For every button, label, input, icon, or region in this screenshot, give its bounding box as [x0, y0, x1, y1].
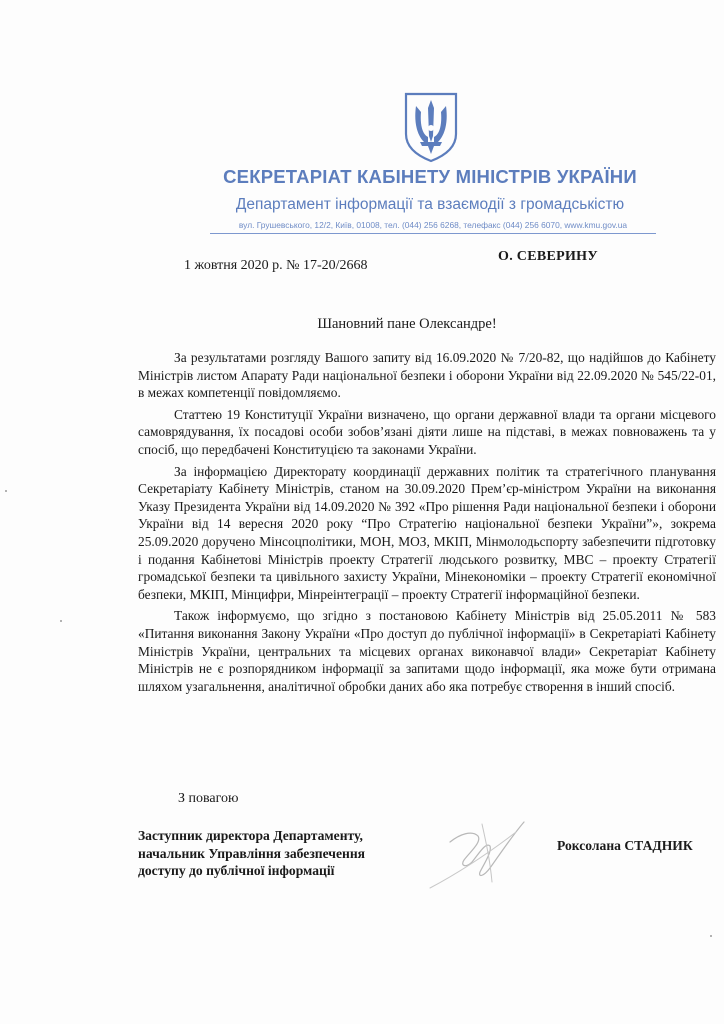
- organization-title: СЕКРЕТАРІАТ КАБІНЕТУ МІНІСТРІВ УКРАЇНИ: [223, 166, 637, 187]
- signer-position-line: Заступник директора Департаменту,: [138, 828, 363, 843]
- letter-body: [138, 349, 716, 699]
- paragraph: Статтею 19 Конституції України визначено, що органи державної влади та органи місцевого самоврядування, їх посадові особи зобов’язані діяти лише на підставі, в межах повноважень та у спосіб, що передбачені Конституцією та законами України.: [138, 406, 716, 457]
- paragraph: Також інформуємо, що згідно з постановою Кабінету Міністрів від 25.05.2011 № 583 «Питання виконання Закону України «Про доступ до публічної інформації» в Секретаріаті Кабінету Міністрів України, центральних та місцевих органах виконавчої влади» Секретаріат Кабінету Міністрів не є розпорядником інформації за запитами щодо інформації, яка може бути отримана шляхом узагальнення, аналітичної обробки даних або яка потребує створення в інший спосіб.: [138, 608, 716, 694]
- paragraph: За інформацією Директорату координації державних політик та стратегічного планування Секретаріату Кабінету Міністрів, станом на 30.09.2020 Прем’єр-міністром України на виконання Указу Президента України від 14.09.2020 № 392 «Про рішення Ради національної безпеки і оборони України від 14 вересня 2020 року “Про Стратегію національної безпеки України”», зокрема 25.09.2020 доручено Мінсоцполітики, МОН, МОЗ, МКІП, Мінмолодьспорту забезпечити підготовку і подання Кабінетові Міністрів проекту Стратегії людського розвитку, МВС – проекту Стратегії громадської безпеки та цивільного захисту України, Мінекономіки – проекту Стратегії економічної безпеки, МКІП, Мінцифри, Мінреінтеграції – проекту Стратегії інформаційної безпеки.: [138, 463, 716, 602]
- scan-speck: [60, 620, 62, 622]
- handwritten-signature: [420, 812, 550, 892]
- scan-speck: [710, 935, 712, 937]
- scan-speck: [5, 490, 7, 492]
- paragraph: За результатами розгляду Вашого запиту від 16.09.2020 № 7/20-82, що надійшов до Кабінету Міністрів листом Апарату Ради національної безпеки і оборони України від 22.09.2020 № 545/22-01, в межах компетенції повідомляємо.: [138, 350, 716, 401]
- signer-position-line: доступу до публічної інформації: [138, 863, 335, 878]
- closing: З повагою: [178, 791, 239, 806]
- signer-position-line: начальник Управління забезпечення: [138, 845, 366, 861]
- addressee: О. СЕВЕРИНУ: [498, 249, 598, 264]
- signer-position: [138, 827, 365, 880]
- signer-name: Роксолана СТАДНИК: [557, 838, 693, 853]
- letterhead-address: вул. Грушевського, 12/2, Київ, 01008, тел. (044) 256 6268, телефакс (044) 256 6070, www.kmu.gov.ua: [210, 220, 656, 234]
- department-title: Департамент інформації та взаємодії з громадськістю: [235, 196, 625, 213]
- tryzub-coat-of-arms-icon: [402, 90, 460, 164]
- salutation: Шановний пане Олександре!: [317, 316, 497, 332]
- outgoing-reference: 1 жовтня 2020 р. № 17-20/2668: [184, 258, 368, 273]
